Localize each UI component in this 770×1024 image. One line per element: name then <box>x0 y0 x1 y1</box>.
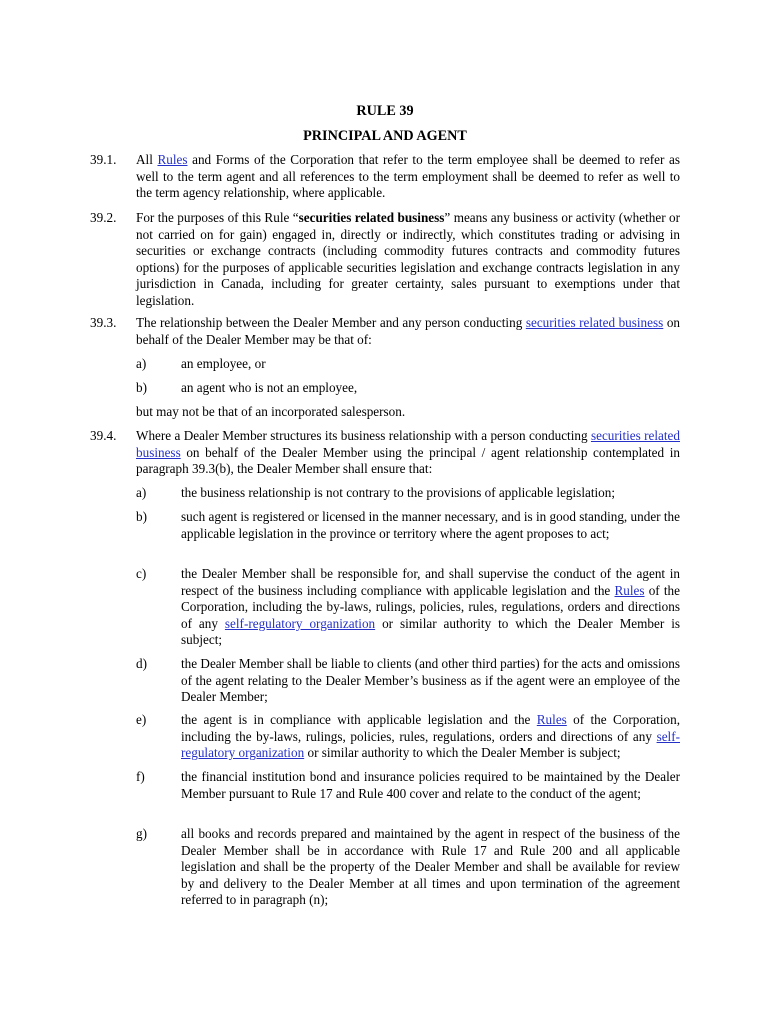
section-number: 39.1. <box>90 152 117 167</box>
item-label: e) <box>136 712 147 727</box>
section-number: 39.3. <box>90 315 117 330</box>
item-label: a) <box>136 356 147 371</box>
item-text: the business relationship is not contrary to the provisions of applicable legislation; <box>181 485 616 500</box>
rules-link[interactable]: Rules <box>157 152 188 167</box>
item-text: the agent is in compliance with applicable legislation and the Rules of the Corporation, including the by-laws, rulings, policies, rules, regulations, orders and directions of any self-regulatory organization or similar authority to which the Dealer Member is subject; <box>181 712 680 761</box>
item-text: the Dealer Member shall be liable to clients (and other third parties) for the acts and omissions of the agent relating to the Dealer Member’s business as if the agent were an employee of the Dealer Member; <box>181 656 680 705</box>
rule-title: RULE 39 <box>356 103 414 119</box>
section-39-3-tail: but may not be that of an incorporated salesperson. <box>136 404 406 419</box>
item-text: an employee, or <box>181 356 266 371</box>
item-label: d) <box>136 656 147 671</box>
section-text: The relationship between the Dealer Member and any person conducting securities related business on behalf of the Dealer Member may be that of: <box>136 315 681 347</box>
item-label: f) <box>136 769 145 784</box>
item-text: such agent is registered or licensed in the manner necessary, and is in good standing, under the applicable legislation in the province or territory where the agent proposes to act; <box>181 509 680 541</box>
item-text: the Dealer Member shall be responsible for, and shall supervise the conduct of the agent in respect of the business including compliance with applicable legislation and the Rules of the Corporation, including the by-laws, rulings, policies, rules, regulations, orders and directions of any self-regulatory organization or similar authority to which the Dealer Member is subject; <box>181 566 680 648</box>
securities-related-business-link[interactable]: securities related business <box>136 428 680 460</box>
defined-term: securities related business <box>298 210 445 225</box>
rule-subtitle: PRINCIPAL AND AGENT <box>303 128 467 144</box>
section-text: For the purposes of this Rule “securities related business” means any business or activity (whether or not carried on for gain) engaged in, directly or indirectly, which constitutes trading or advising in securities or exchange contracts (including commodity futures contracts and commodity futures options) for the purposes of applicable securities legislation and exchange contracts legislation in any jurisdiction in Canada, including for greater certainty, sales pursuant to exemptions under that legislation. <box>136 210 681 308</box>
item-label: c) <box>136 566 147 581</box>
item-label: a) <box>136 485 147 500</box>
item-text: all books and records prepared and maintained by the agent in respect of the business of the Dealer Member shall be in accordance with Rule 17 and Rule 200 and all applicable legislation and shall be the property of the Dealer Member and shall be available for review by and delivery to the Dealer Member at all times and upon termination of the agreement referred to in paragraph (n); <box>181 826 680 908</box>
self-regulatory-organization-link[interactable]: self-regulatory organization <box>224 615 376 631</box>
self-regulatory-organization-link[interactable]: self-regulatory organization <box>181 728 680 761</box>
item-label: b) <box>136 509 147 524</box>
rules-link[interactable]: Rules <box>536 712 567 727</box>
item-text: the financial institution bond and insurance policies required to be maintained by the Dealer Member pursuant to Rule 17 and Rule 400 cover and relate to the conduct of the agent; <box>181 769 680 801</box>
section-text: Where a Dealer Member structures its business relationship with a person conducting securities related business on behalf of the Dealer Member using the principal / agent relationship contemplated in paragraph 39.3(b), the Dealer Member shall ensure that: <box>136 428 680 477</box>
section-number: 39.4. <box>90 428 117 443</box>
securities-related-business-link[interactable]: securities related business <box>525 315 664 330</box>
item-label: g) <box>136 826 147 841</box>
section-text: All Rules and Forms of the Corporation that refer to the term employee shall be deemed to refer as well to the term agent and all references to the term employment shall be deemed to refer as well to the term agency relationship, where applicable. <box>136 152 681 201</box>
item-text: an agent who is not an employee, <box>181 380 358 395</box>
rules-link[interactable]: Rules <box>614 582 645 598</box>
section-number: 39.2. <box>90 210 117 225</box>
item-label: b) <box>136 380 147 395</box>
